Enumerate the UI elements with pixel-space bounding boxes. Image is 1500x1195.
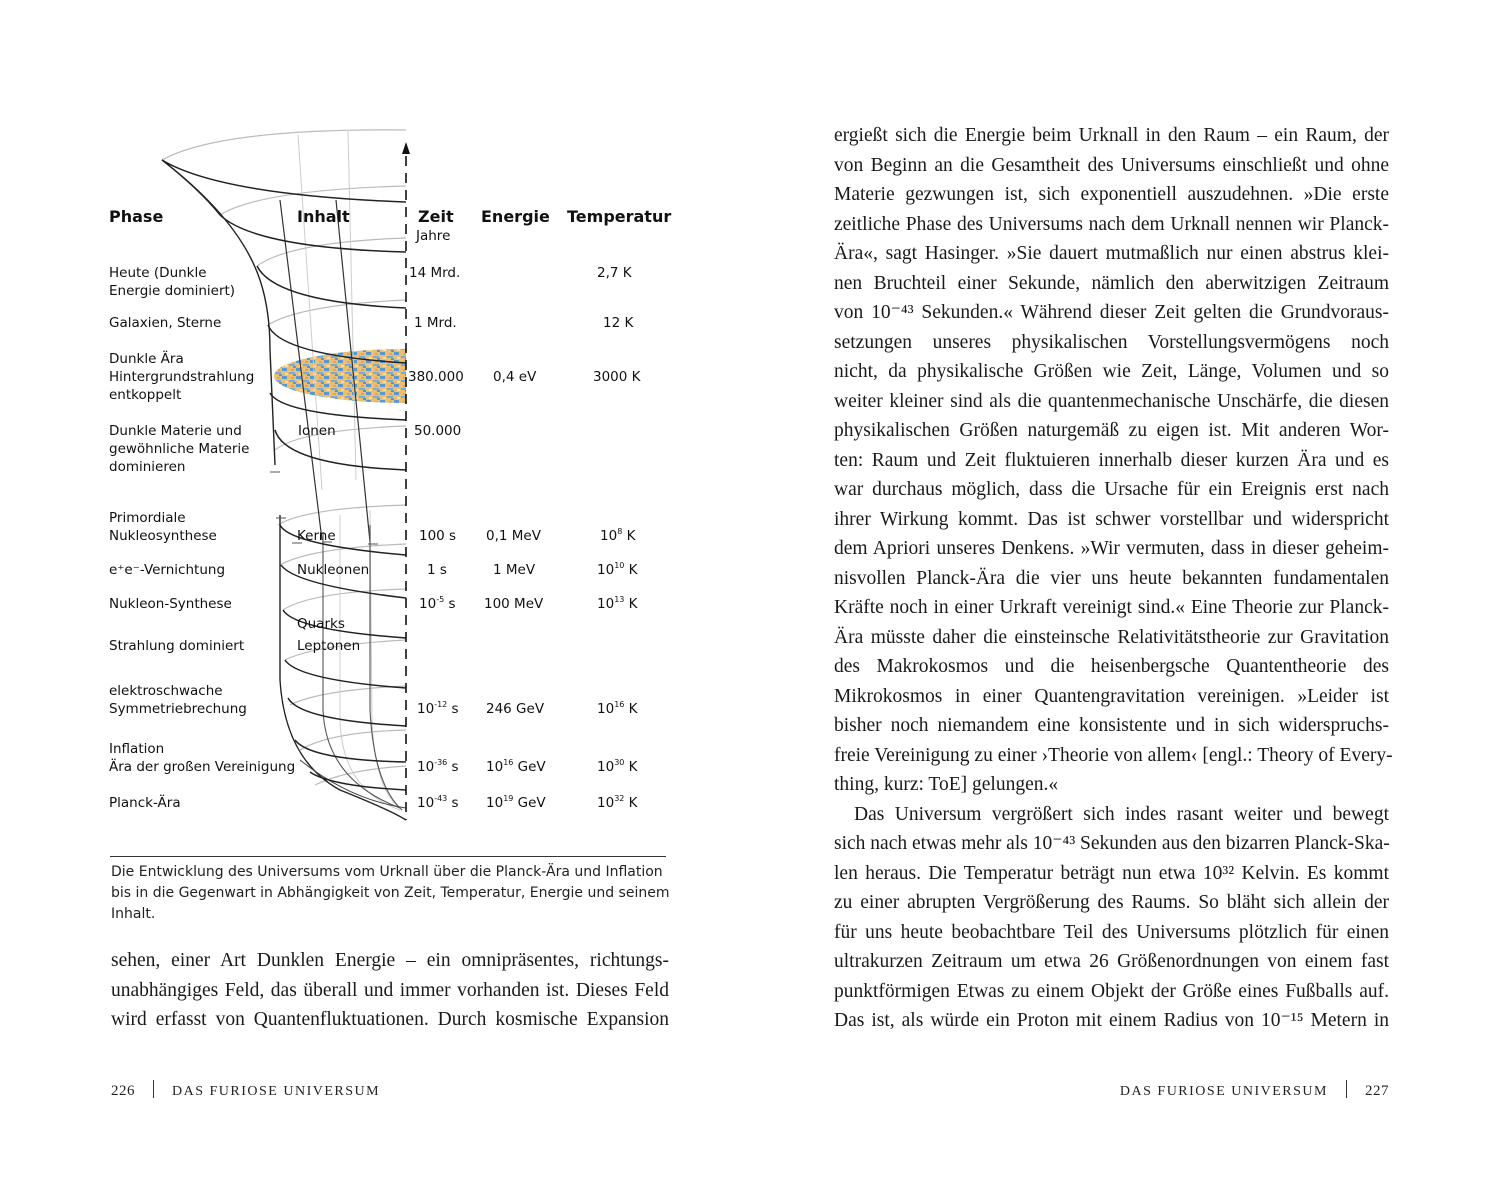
text-line: Materie gezwungen ist, sich exponentiell auszudehnen. »Die erste xyxy=(834,184,1389,205)
inhalt-value: Quarks xyxy=(297,616,345,632)
text-line: nisvollen Planck-Ära die vier uns heute bekannten fundamentalen xyxy=(834,567,1389,589)
header-energie: Energie xyxy=(481,207,550,226)
phase-label: Nukleosynthese xyxy=(109,528,217,544)
phase-label: Energie dominiert) xyxy=(109,283,236,299)
text-line: ten: Raum und Zeit fluktuieren innerhalb dieser kurzen Ära und es xyxy=(834,449,1389,471)
temp-value: $10^{16}$ K xyxy=(597,700,638,717)
zeit-value: 50.000 xyxy=(414,423,462,439)
energie-value: $10^{16}$ GeV xyxy=(486,758,546,775)
zeit-value: $10^{-12}$ s xyxy=(417,700,459,717)
zeit-value: $10^{-43}$ s xyxy=(417,794,459,811)
energie-value: 246 GeV xyxy=(486,701,545,717)
phase-label: Planck-Ära xyxy=(109,795,181,811)
page-number: 226 xyxy=(111,1083,135,1099)
temp-value: $10^{13}$ K xyxy=(597,595,638,612)
phase-label: e⁺e⁻-Vernichtung xyxy=(109,562,226,578)
phase-label: elektroschwache xyxy=(109,683,223,699)
text-line: zeitliche Phase des Universums nach dem Urknall nennen wir Planck- xyxy=(834,213,1389,235)
text-line: freie Vereinigung zu einer ›Theorie von allem‹ [engl.: Theory of Every- xyxy=(834,744,1393,766)
inhalt-value: Leptonen xyxy=(297,638,361,654)
arrow-up-icon xyxy=(402,142,410,154)
zeit-value: 1 s xyxy=(427,562,447,578)
text-line: Mikrokosmos in einer Quantengravitation vereinigen. »Leider ist xyxy=(834,685,1389,707)
text-line: ihrer Wirkung kommt. Das ist schwer vorstellbar und widerspricht xyxy=(834,508,1389,530)
text-line: Kräfte noch in einer Urkraft vereinigt sind.« Eine Theorie zur Planck- xyxy=(834,597,1389,618)
text-line: weiter kleiner sind als die quantenmechanische Unschärfe, die diesen xyxy=(834,390,1389,412)
text-line: punktförmigen Etwas zu einem Objekt der Größe eines Fußballs auf. xyxy=(834,980,1389,1002)
zeit-value: 1 Mrd. xyxy=(414,315,457,331)
text-line: war durchaus möglich, dass die Ursache für ein Ereignis erst nach xyxy=(834,479,1389,500)
phase-label: Primordiale xyxy=(109,510,186,526)
text-line: wird erfasst von Quantenfluktuationen. Durch kosmische Expansion xyxy=(111,1009,669,1030)
temp-value: 2,7 K xyxy=(597,265,632,281)
text-line: dem Apriori unseres Denkens. »Wir vermuten, dass in dieser geheim- xyxy=(834,538,1389,559)
energie-value: 1 MeV xyxy=(493,562,536,578)
caption-divider xyxy=(110,856,666,857)
right-footer xyxy=(1120,1080,1389,1100)
text-line: Das ist, als würde ein Proton mit einem Radius von 10⁻¹⁵ Metern in xyxy=(834,1010,1389,1031)
inhalt-value: Ionen xyxy=(298,423,336,439)
text-line: sehen, einer Art Dunklen Energie – ein omnipräsentes, richtungs- xyxy=(111,950,669,971)
universe-evolution-figure xyxy=(100,120,680,840)
text-line: ultrakurzen Zeitraum um etwa 26 Größenordnungen von einem fast xyxy=(834,951,1389,972)
temp-value: 12 K xyxy=(603,315,634,331)
energie-value: $10^{19}$ GeV xyxy=(486,794,546,811)
figure-caption: Die Entwicklung des Universums vom Urknall über die Planck-Ära und Inflation bis in die Gegenwart in Abhängigkeit von Zeit, Temperatur, Energie und seinem Inhalt. xyxy=(111,864,670,922)
text-line: setzungen unseres physikalischen Vorstellungsvermögens noch xyxy=(834,331,1389,353)
phase-label: Hintergrundstrahlung xyxy=(109,369,255,385)
temp-value: $10^{10}$ K xyxy=(597,561,638,578)
energie-value: 0,4 eV xyxy=(493,369,537,385)
text-line: nicht, da physikalische Größen wie Zeit, Länge, Volumen und so xyxy=(834,361,1389,382)
zeit-value: $10^{-5}$ s xyxy=(419,595,456,612)
temp-value: $10^8$ K xyxy=(600,527,636,544)
phase-label: Heute (Dunkle xyxy=(109,265,207,281)
text-line: physikalischen Größen naturgemäß zu eigen ist. Mit anderen Wor- xyxy=(834,420,1389,441)
text-line: von 10⁻⁴³ Sekunden.« Während dieser Zeit gelten die Grundvoraus- xyxy=(834,302,1389,323)
phase-label: Dunkle Materie und xyxy=(109,423,242,439)
temp-value: $10^{30}$ K xyxy=(597,758,638,775)
inhalt-value: Nukleonen xyxy=(297,562,370,578)
phase-label: dominieren xyxy=(109,459,186,475)
energie-value: 100 MeV xyxy=(484,596,544,612)
right-body-text xyxy=(834,121,1393,1036)
text-line: zu einer abrupten Vergrößerung des Raums. So bläht sich allein der xyxy=(834,892,1389,913)
header-zeit-unit: Jahre xyxy=(416,228,451,244)
header-phase: Phase xyxy=(109,207,164,226)
text-line: unabhängiges Feld, das überall und immer vorhanden ist. Dieses Feld xyxy=(111,979,669,1001)
left-body-text xyxy=(111,946,669,1035)
running-head: DAS FURIOSE UNIVERSUM xyxy=(172,1084,381,1099)
text-line: Das Universum vergrößert sich indes rasant weiter und bewegt xyxy=(854,803,1389,825)
text-line: Ära«, sagt Hasinger. »Sie dauert mutmaßlich nur einen abstrus klei- xyxy=(834,243,1389,264)
phase-label: Ära der großen Vereinigung xyxy=(109,759,296,775)
right-page xyxy=(750,0,1500,1195)
header-zeit: Zeit xyxy=(418,207,454,226)
temp-value: $10^{32}$ K xyxy=(597,794,638,811)
phase-label: Inflation xyxy=(109,741,165,757)
phase-label: Strahlung dominiert xyxy=(109,638,245,654)
zeit-value: 100 s xyxy=(419,528,457,544)
text-line: thing, kurz: ToE] gelungen.« xyxy=(834,774,1059,795)
footer-separator xyxy=(153,1080,154,1098)
page-number: 227 xyxy=(1365,1083,1389,1099)
running-head: DAS FURIOSE UNIVERSUM xyxy=(1119,1084,1328,1099)
inhalt-value: Kerne xyxy=(297,528,336,544)
text-line: von Beginn an die Gesamtheit des Universums einschließt und ohne xyxy=(834,154,1389,176)
phase-label: Nukleon-Synthese xyxy=(109,596,232,612)
phase-label: entkoppelt xyxy=(109,387,182,403)
header-inhalt: Inhalt xyxy=(297,207,350,226)
text-line: len heraus. Die Temperatur beträgt nun etwa 10³² Kelvin. Es kommt xyxy=(834,862,1389,884)
text-line: für uns heute beobachtbare Teil des Universums plötzlich für einen xyxy=(834,921,1389,943)
temp-value: 3000 K xyxy=(593,369,641,385)
phase-label: Dunkle Ära xyxy=(109,351,184,367)
phase-label: Galaxien, Sterne xyxy=(109,315,222,331)
header-temperatur: Temperatur xyxy=(567,207,672,226)
text-line: nen Bruchteil einer Sekunde, nämlich den aberwitzigen Zeitraum xyxy=(834,272,1389,294)
phase-label: gewöhnliche Materie xyxy=(109,441,250,457)
energie-value: 0,1 MeV xyxy=(486,528,541,544)
cosmic-funnel-diagram xyxy=(100,120,680,840)
zeit-value: 14 Mrd. xyxy=(409,265,461,281)
left-footer xyxy=(111,1080,380,1100)
footer-separator xyxy=(1346,1080,1347,1098)
text-line: Ära müsste daher die einsteinsche Relativitätstheorie zur Gravitation xyxy=(834,626,1389,648)
phase-label: Symmetriebrechung xyxy=(109,701,247,717)
text-line: bisher noch niemandem eine konsistente und in sich widerspruchs- xyxy=(834,715,1389,736)
zeit-value: $10^{-36}$ s xyxy=(417,758,459,775)
text-line: des Makrokosmos und die heisenbergsche Quantentheorie des xyxy=(834,656,1389,677)
text-line: sich nach etwas mehr als 10⁻⁴³ Sekunden aus den bizarren Planck-Ska- xyxy=(834,833,1390,854)
zeit-value: 380.000 xyxy=(408,369,464,385)
text-line: ergießt sich die Energie beim Urknall in den Raum – ein Raum, der xyxy=(834,125,1389,146)
